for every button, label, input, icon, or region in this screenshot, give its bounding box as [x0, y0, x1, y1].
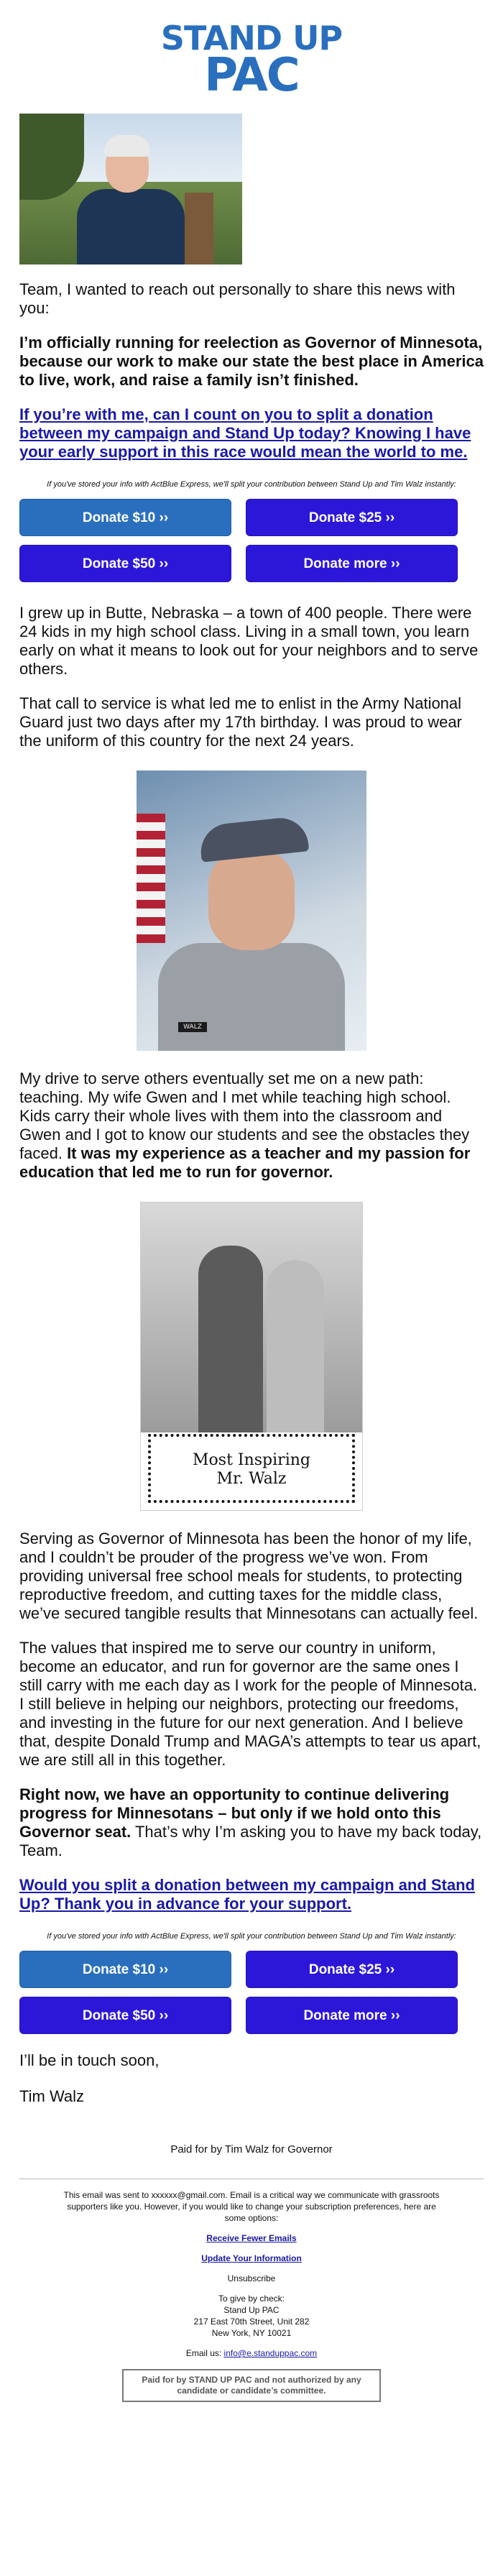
- email-us-line: [57, 2347, 446, 2359]
- unsubscribe-link[interactable]: Unsubscribe: [227, 2273, 276, 2283]
- teaching-bold-text: It was my experience as a teacher and my passion for education that led me to run for governor.: [19, 1144, 471, 1181]
- donate-more-button-2[interactable]: Donate more ››: [246, 1997, 458, 2034]
- governor-paragraph: Serving as Governor of Minnesota has been the honor of my life, and I couldn’t be prouder of the progress we’ve won. From providing universal free school meals for students, to protecting reproductive freedom, and cutting taxes for the middle class, we’ve secured tangible results that Minnesotans can actually feel.: [19, 1530, 479, 1622]
- actblue-note-2: If you've stored your info with ActBlue Express, we'll split your contribution between Stand Up and Tim Walz instantly:: [47, 1932, 456, 1941]
- email-footer: [0, 2179, 503, 2402]
- stand-up-pac-logo: [0, 0, 503, 101]
- split-donation-link[interactable]: If you’re with me, can I count on you to split a donation between my campaign and Stand Up today? Knowing I have your early support in this race would mean the world to me.: [19, 405, 471, 461]
- split-donation-link-2[interactable]: Would you split a donation between my campaign and Stand Up? Thank you in advance for your support.: [19, 1876, 475, 1913]
- update-information-link[interactable]: Update Your Information: [201, 2253, 302, 2263]
- donate-buttons-bottom: [19, 1951, 484, 2034]
- opportunity-paragraph: [19, 1785, 484, 1860]
- email-us-label: Email us:: [185, 2348, 224, 2358]
- pac-disclaimer-box: Paid for by STAND UP PAC and not authorized by any candidate or candidate’s committee.: [122, 2369, 381, 2402]
- donate-10-button[interactable]: Donate $10 ››: [19, 499, 231, 536]
- yearbook-caption: [148, 1434, 355, 1503]
- donate-50-button[interactable]: Donate $50 ››: [19, 545, 231, 582]
- opportunity-bold-text: Right now, we have an opportunity to continue delivering progress for Minnesotans – but only if we hold onto this Governor seat.: [19, 1785, 450, 1841]
- logo-text-top: STAND UP: [160, 19, 343, 58]
- donate-50-button-2[interactable]: Donate $50 ››: [19, 1997, 231, 2034]
- actblue-note: If you've stored your info with ActBlue Express, we'll split your contribution between Stand Up and Tim Walz instantly:: [47, 480, 456, 489]
- service-paragraph: That call to service is what led me to enlist in the Army National Guard just two days after my 17th birthday. I was proud to wear the uniform of this country for the next 24 years.: [19, 694, 462, 750]
- intro-paragraph: Team, I wanted to reach out personally to share this news with you:: [19, 280, 456, 317]
- teaching-text: My drive to serve others eventually set me on a new path: teaching. My wife Gwen and I met while teaching high school. Kids carry their whole lives with them into the classroom and Gwen and I got to know our students and see the obstacles they faced.: [19, 1070, 470, 1162]
- contact-email-link[interactable]: info@e.standuppac.com: [223, 2348, 318, 2358]
- yearbook-caption-line-2: Mr. Walz: [216, 1470, 287, 1488]
- signature: Tim Walz: [19, 2087, 85, 2105]
- donate-buttons-top: [19, 499, 484, 582]
- footer-sent-to: This email was sent to xxxxxx@gmail.com. Email is a critical way we communicate with grassroots supporters like you. However, if you would like to change your subscription preferences, here are some options:: [63, 2190, 440, 2223]
- army-portrait-photo: [137, 770, 366, 1051]
- paid-for-line: Paid for by Tim Walz for Governor: [170, 2143, 333, 2156]
- logo-text-bottom: PAC: [204, 49, 299, 102]
- org-city: New York, NY 10021: [211, 2328, 292, 2338]
- tim-walz-outdoor-photo: [19, 114, 242, 264]
- org-name: Stand Up PAC: [223, 2305, 280, 2315]
- teaching-paragraph: [19, 1070, 484, 1182]
- give-by-check-label: To give by check:: [218, 2294, 285, 2304]
- opportunity-text: That’s why I’m asking you to have my back today, Team.: [19, 1823, 482, 1859]
- closing-line: I’ll be in touch soon,: [19, 2051, 160, 2069]
- receive-fewer-emails-link[interactable]: Receive Fewer Emails: [206, 2233, 297, 2243]
- donate-25-button[interactable]: Donate $25 ››: [246, 499, 458, 536]
- donate-25-button-2[interactable]: Donate $25 ››: [246, 1951, 458, 1988]
- donate-10-button-2[interactable]: Donate $10 ››: [19, 1951, 231, 1988]
- yearbook-caption-line-1: Most Inspiring: [193, 1451, 310, 1469]
- announcement-paragraph: I’m officially running for reelection as Governor of Minnesota, because our work to make our state the best place in America to live, work, and raise a family isn’t finished.: [19, 334, 484, 389]
- yearbook-photo: [140, 1202, 363, 1511]
- grew-up-paragraph: I grew up in Butte, Nebraska – a town of 400 people. There were 24 kids in my high school class. Living in a small town, you learn early on what it means to look out for your neighbors and to serve others.: [19, 604, 479, 678]
- donate-more-button[interactable]: Donate more ››: [246, 545, 458, 582]
- org-street: 217 East 70th Street, Unit 282: [193, 2317, 310, 2327]
- values-paragraph: The values that inspired me to serve our country in uniform, become an educator, and run for governor are the same ones I still carry with me each day as I work for the people of Minnesota. I still believe in helping our neighbors, protecting our freedoms, and investing in the future for our next generation. And I believe that, despite Donald Trump and MAGA’s attempts to tear us apart, we are still all in this together.: [19, 1639, 481, 1769]
- email-body: [0, 114, 503, 2156]
- uniform-name-tag: WALZ: [178, 1022, 207, 1032]
